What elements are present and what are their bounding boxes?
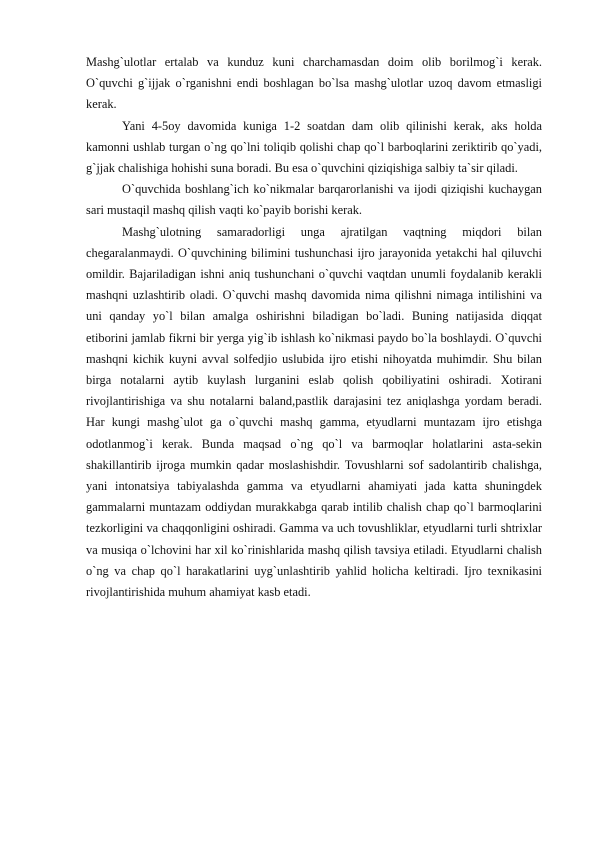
paragraph-4: Mashg`ulotning samaradorligi unga ajratilgan vaqtning miqdori bilan chegaralanmaydi. O`quvchining bilimini tushunchasi ijro jarayonida yetakchi hal qiluvchi omildir. Bajariladigan ishni aniq tushunchani o`quvchi vaqtdan unumli foydalanib kerakli mashqni uzlashtirib oladi. O`quvchi mashq davomida nima qilishni nimaga intilishini va uni qanday yo`l bilan amalga oshirishni biladigan bo`ladi. Buning natijasida diqqat etiborini jamlab fikrni bir yerga yig`ib ishlash ko`nikmasi paydo bo`la boshlaydi. O`quvchi mashqni kichik kuyni avval solfedjio uslubida ijro etishi nihoyatda muhimdir. Shu bilan birga notalarni aytib kuylash lurganini eslab qolish qobiliyatini oshiradi. Xotirani rivojlantirishiga va shu notalarni baland,pastlik darajasini tez aniqlashga yordam beradi. Har kungi mashg`ulot ga o`quvchi mashq gamma, etyudlarni muntazam ijro etishga odotlanmog`i kerak. Bunda maqsad o`ng qo`l va barmoqlar holatlarini asta-sekin shakillantirib ijroga mumkin qadar moslashishdir. Tovushlarni sof sadolantirib chalishga, yani intonatsiya tabiyalashda gamma va etyudlarni ahamiyati jada katta shuningdek gammalarni muntazam oddiydan murakkabga qarab intilib chalish chap qo`l barmoqlarini tezkorligini va chaqqonligini oshiradi. Gamma va uch tovushliklar, etyudlarni turli shtrixlar va musiqa o`lchovini har xil ko`rinishlarida mashq qilish tavsiya etiladi. Etyudlarni chalish o`ng va chap qo`l harakatlarini uyg`unlashtirib yahlid holicha keltiradi. Ijro texnikasini rivojlantirishida muhum ahamiyat kasb etadi. xyxy=(86,224,542,600)
paragraph-3: O`quvchida boshlang`ich ko`nikmalar barqarorlanishi va ijodi qiziqishi kuchaygan sari mustaqil mashq qilish vaqti ko`payib borishi kerak. xyxy=(86,182,542,218)
paragraph-1: Mashg`ulotlar ertalab va kunduz kuni charchamasdan doim olib borilmog`i kerak. O`quvchi g`ijjak o`rganishni endi boshlagan bo`lsa mashg`ulotlar uzoq davom etmasligi kerak. xyxy=(86,55,542,112)
document-body xyxy=(86,52,542,603)
paragraph-2: Yani 4-5oy davomida kuniga 1-2 soatdan dam olib qilinishi kerak, aks holda kamonni ushlab turgan o`ng qo`lni toliqib qolishi chap qo`l barboqlarini zeriktirib qo`yadi, g`jjak chalishiga hohishi suna boradi. Bu esa o`quvchini qiziqishiga salbiy ta`sir qiladi. xyxy=(86,118,542,176)
